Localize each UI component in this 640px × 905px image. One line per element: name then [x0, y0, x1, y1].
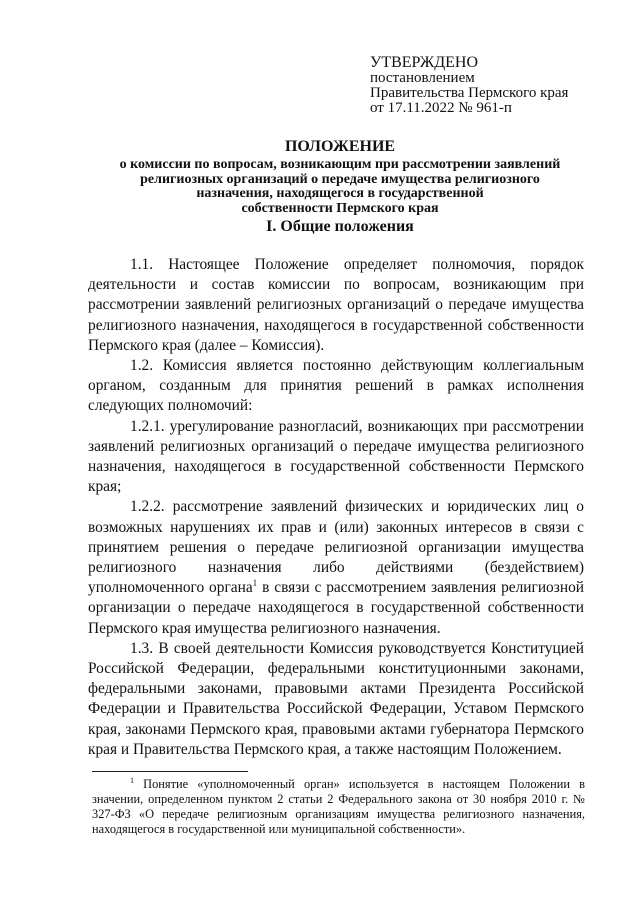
- paragraph-1-1: 1.1. Настоящее Положение определяет полномочия, порядок деятельности и состав комиссии по вопросам, возникающим при рассмотрении заявлений религиозных организаций о передаче имущества религиозного назначения, находящегося в государственной собственности Пермского края (далее – Комиссия).: [88, 256, 584, 354]
- footnote-divider: [92, 771, 248, 772]
- approval-line-1: постановлением: [370, 70, 475, 86]
- section-heading: I. Общие положения: [266, 218, 414, 235]
- document-subtitle-line: о комиссии по вопросам, возникающим при рассмотрении заявлений: [119, 157, 561, 172]
- document-body: [88, 255, 584, 760]
- paragraph-1-2-2: [88, 497, 584, 638]
- paragraph-1-2-2-text: 1.2.2. рассмотрение заявлений физических и юридических лиц о возможных нарушениях их прав и (или) законных интересов в связи с принятием решения о передаче религиозной организации имущества религиозного назначения либо действиями (бездействием) уполномоченного органа: [88, 498, 584, 597]
- footnote-text: Понятие «уполномоченный орган» используется в настоящем Положении в значении, определенном пунктом 2 статьи 2 Федерального закона от 30 ноября 2010 г. № 327-ФЗ «О передаче религиозным организациям имущества религиозного назначения, находящегося в государственной или муниципальной собственности».: [92, 777, 585, 836]
- paragraph-1-2: 1.2. Комиссия является постоянно действующим коллегиальным органом, созданным для принятия решений в рамках исполнения следующих полномочий:: [88, 357, 584, 415]
- paragraph-1-3: 1.3. В своей деятельности Комиссия руководствуется Конституцией Российской Федерации, федеральными конституционными законами, федеральными законами, правовыми актами Президента Российской Федерации и Правительства Российской Федерации, Уставом Пермского края, законами Пермского края, правовыми актами губернатора Пермского края и Правительства Пермского края, а также настоящим Положением.: [88, 639, 584, 758]
- document-title-block: [90, 138, 590, 216]
- document-subtitle-line: назначения, находящегося в государственной: [196, 186, 484, 201]
- document-subtitle-line: религиозных организаций о передаче имущества религиозного: [140, 171, 540, 187]
- approval-heading: УТВЕРЖДЕНО: [370, 54, 479, 71]
- footnote: [92, 777, 585, 837]
- approval-line-3: от 17.11.2022 № 961-п: [370, 100, 512, 116]
- paragraph-1-2-1: 1.2.1. урегулирование разногласий, возникающих при рассмотрении заявлений религиозных организаций о передаче имущества религиозного назначения, находящегося в государственной собственности Пермского края;: [88, 417, 584, 496]
- paragraph-1-2-2-text-cont: в связи с рассмотрением заявления религиозной организации о передаче находящегося в государственной собственности Пермского края имущества религиозного назначения.: [88, 579, 585, 637]
- document-title: ПОЛОЖЕНИЕ: [284, 138, 396, 155]
- document-subtitle-line: собственности Пермского края: [241, 200, 439, 216]
- footnote-reference: 1: [252, 578, 258, 589]
- approval-stamp-block: [370, 54, 620, 116]
- approval-line-2: Правительства Пермского края: [370, 85, 569, 101]
- footnote-marker: 1: [130, 775, 134, 785]
